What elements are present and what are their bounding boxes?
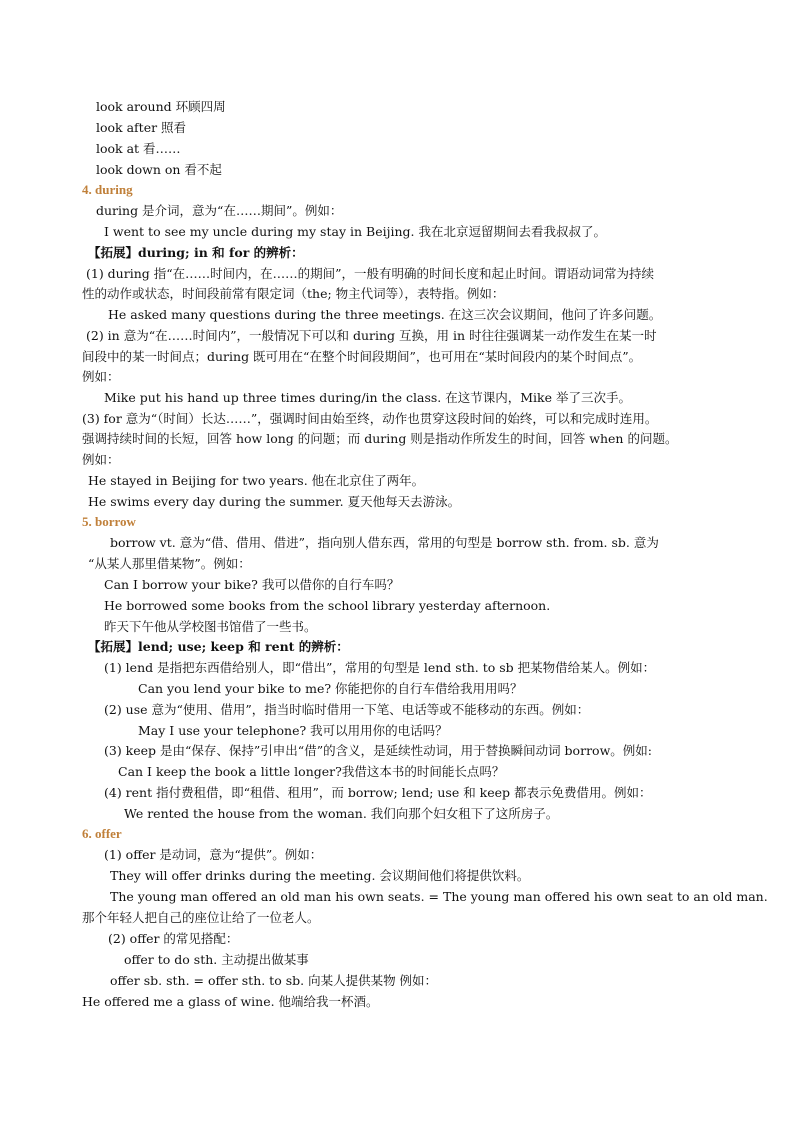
paragraph-line: (1) lend 是指把东西借给别人，即“借出”，常用的句型是 lend sth. to sb 把某物借给某人。例如： xyxy=(104,660,656,675)
example-translation: 昨天下午他从学校图书馆借了一些书。 xyxy=(104,619,317,634)
paragraph-line: “从某人那里借某物”。例如： xyxy=(88,556,251,571)
paragraph-line: (1) offer 是动词，意为“提供”。例如： xyxy=(104,847,323,862)
example-sentence: The young man offered an old man his own seats. = The young man offered his own seat to an old man. xyxy=(110,889,768,904)
example-sentence: He offered me a glass of wine. 他端给我一杯酒。 xyxy=(82,994,379,1009)
paragraph-line: (3) for 意为“（时间）长达……”，强调时间由始至终，动作也贯穿这段时间的始终，可以和完成时连用。 xyxy=(82,411,658,426)
example-sentence: Can I borrow your bike? 我可以借你的自行车吗？ xyxy=(104,577,400,592)
paragraph-line: (3) keep 是由“保存、保持”引申出“借”的含义，是延续性动词，用于替换瞬间动词 borrow。例如: xyxy=(104,743,652,758)
section-heading-borrow: 5. borrow xyxy=(82,514,136,529)
phrase-look-at: look at 看…… xyxy=(96,141,181,156)
section-heading-during: 4. during xyxy=(82,182,133,197)
example-translation: 那个年轻人把自己的座位让给了一位老人。 xyxy=(82,910,320,925)
phrase-line: offer sb. sth. = offer sth. to sb. 向某人提供某物 例如： xyxy=(110,973,438,988)
paragraph-line: (2) offer 的常见搭配： xyxy=(108,931,239,946)
paragraph-line: (4) rent 指付费租借，即“租借、租用”，而 borrow; lend; use 和 keep 都表示免费借用。例如： xyxy=(104,785,652,800)
example-sentence: They will offer drinks during the meeting. 会议期间他们将提供饮料。 xyxy=(110,868,530,883)
phrase-look-after: look after 照看 xyxy=(96,120,187,135)
paragraph-line: 性的动作或状态，时间段前常有限定词（the; 物主代词等），表特指。例如： xyxy=(82,286,505,301)
example-sentence: He stayed in Beijing for two years. 他在北京住了两年。 xyxy=(88,473,425,488)
example-sentence: I went to see my uncle during my stay in Beijing. 我在北京逗留期间去看我叔叔了。 xyxy=(104,224,606,239)
example-sentence: Can you lend your bike to me? 你能把你的自行车借给我用用吗？ xyxy=(138,681,523,696)
phrase-line: offer to do sth. 主动提出做某事 xyxy=(124,952,309,967)
section-heading-offer: 6. offer xyxy=(82,826,122,841)
phrase-look-down-on: look down on 看不起 xyxy=(96,162,222,177)
example-sentence: Can I keep the book a little longer?我借这本书的时间能长点吗？ xyxy=(118,764,505,779)
extension-heading: 【拓展】lend; use; keep 和 rent 的辨析： xyxy=(88,639,349,654)
example-sentence: May I use your telephone? 我可以用用你的电话吗？ xyxy=(138,723,448,738)
paragraph-line: 强调持续时间的长短，回答 how long 的问题；而 during 则是指动作所发生的时间，回答 when 的问题。 xyxy=(82,431,678,446)
paragraph-line: 例如： xyxy=(82,452,120,467)
phrase-look-around: look around 环顾四周 xyxy=(96,99,226,114)
paragraph-line: (2) use 意为“使用、借用”，指当时临时借用一下笔、电话等或不能移动的东西。例如： xyxy=(104,702,590,717)
paragraph-line: borrow vt. 意为“借、借用、借进”，指向别人借东西，常用的句型是 borrow sth. from. sb. 意为 xyxy=(110,535,659,550)
paragraph-line: during 是介词，意为“在……期间”。例如： xyxy=(96,203,343,218)
paragraph-line: 间段中的某一时间点；during 既可用在“在整个时间段期间”，也可用在“某时间段内的某个时间点”。 xyxy=(82,349,642,364)
extension-heading: 【拓展】during; in 和 for 的辨析： xyxy=(88,245,304,260)
example-sentence: We rented the house from the woman. 我们向那个妇女租下了这所房子。 xyxy=(124,806,559,821)
example-sentence: He swims every day during the summer. 夏天他每天去游泳。 xyxy=(88,494,461,509)
paragraph-line: (1) during 指“在……时间内，在……的期间”，一般有明确的时间长度和起止时间。谓语动词常为持续 xyxy=(86,266,655,281)
paragraph-line: 例如： xyxy=(82,369,120,384)
example-sentence: He asked many questions during the three meetings. 在这三次会议期间，他问了许多问题。 xyxy=(108,307,662,322)
example-sentence: Mike put his hand up three times during/in the class. 在这节课内，Mike 举了三次手。 xyxy=(104,390,631,405)
paragraph-line: (2) in 意为“在……时间内”，一般情况下可以和 during 互换，用 in 时往往强调某一动作发生在某一时 xyxy=(86,328,657,343)
example-sentence: He borrowed some books from the school library yesterday afternoon. xyxy=(104,598,551,613)
